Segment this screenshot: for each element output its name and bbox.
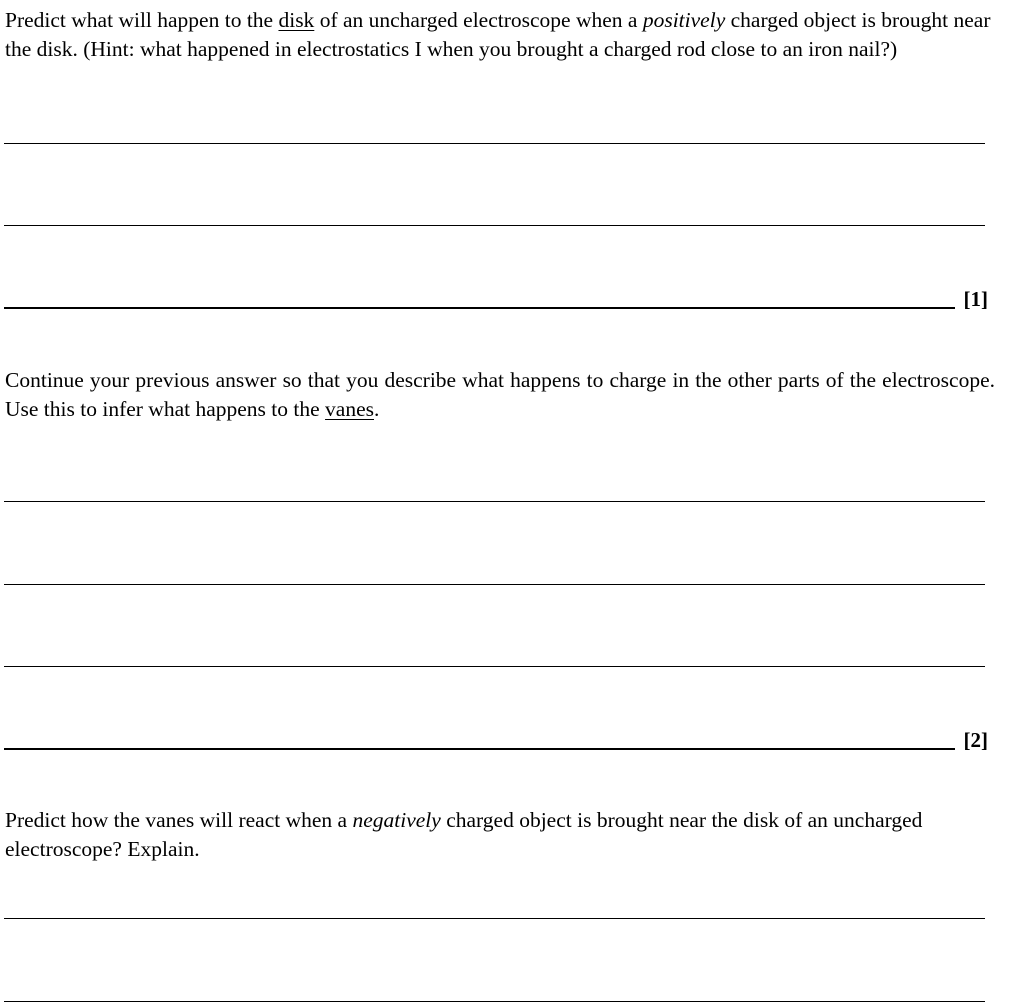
answer-line-q2-3[interactable] (4, 666, 985, 667)
question-1-text (5, 6, 1005, 64)
answer-line-q2-2[interactable] (4, 584, 985, 585)
answer-line-q1-3[interactable] (4, 307, 955, 309)
question-3-part-3: charged object is brought near the disk of an uncharged electroscope? Explain. (5, 808, 923, 861)
question-2-part-3: . (374, 397, 380, 421)
question-1-part-3: of an uncharged electroscope when a (314, 8, 643, 32)
answer-line-q2-4[interactable] (4, 748, 955, 750)
question-1-part-1: Predict what will happen to the (5, 8, 279, 32)
answer-line-q3-1[interactable] (4, 918, 985, 919)
answer-line-q3-2[interactable] (4, 1001, 985, 1002)
question-2-part-1: Continue your previous answer so that you describe what happens to charge in the other parts of the electroscope. Use this to infer what happens to the (5, 368, 995, 421)
answer-line-q2-1[interactable] (4, 501, 985, 502)
question-2-text (5, 366, 995, 424)
question-1-part-5: charged object is brought near the disk. (Hint: what happened in electrostatics I when you brought a charged rod close to an iron nail?) (5, 8, 991, 61)
question-2-underlined-vanes: vanes (325, 397, 374, 421)
answer-line-q1-1[interactable] (4, 143, 985, 144)
question-1-italic-positively: positively (642, 8, 726, 32)
question-1-underlined-disk: disk (278, 8, 315, 32)
marks-q2: [2] (963, 728, 988, 752)
question-3-part-1: Predict how the vanes will react when a (5, 808, 353, 832)
answer-line-q1-2[interactable] (4, 225, 985, 226)
marks-q1: [1] (963, 287, 988, 311)
question-3-text (5, 806, 1005, 864)
question-3-italic-negatively: negatively (352, 808, 441, 832)
